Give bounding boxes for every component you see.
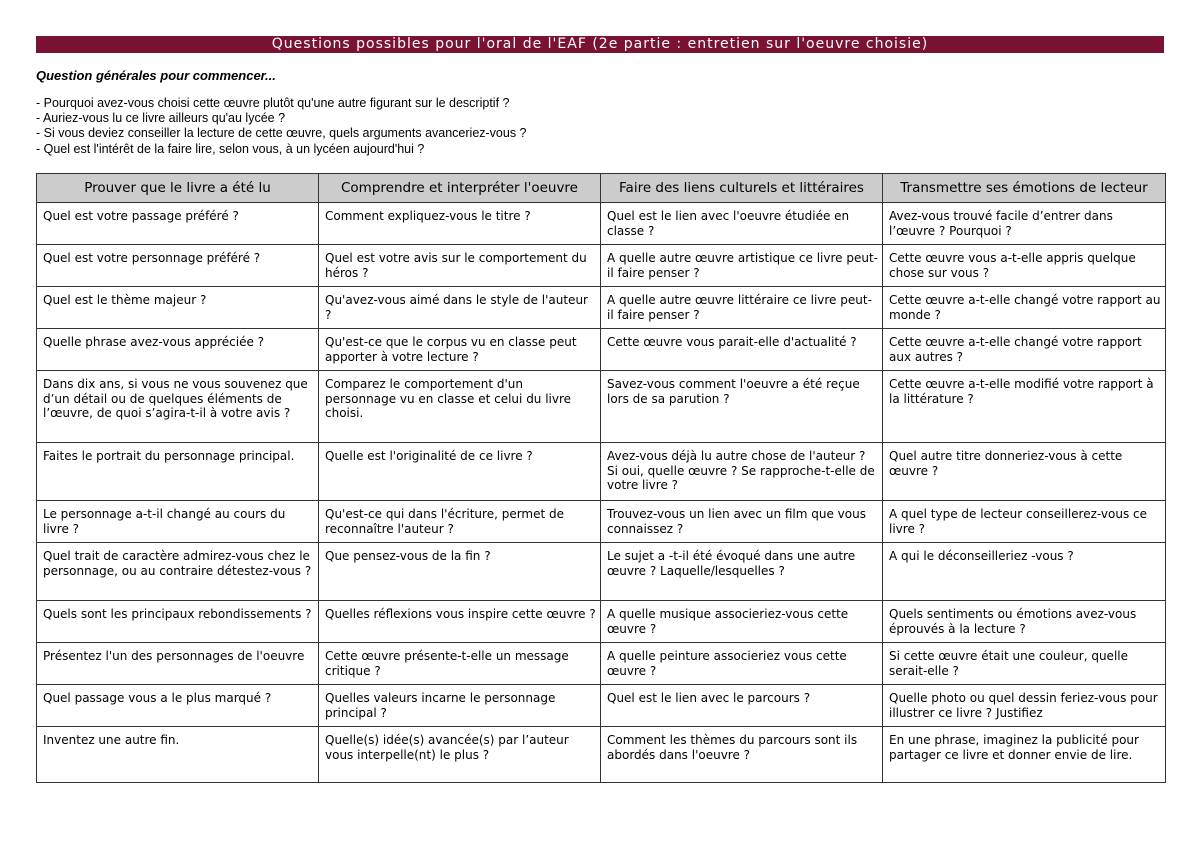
table-header-row [37, 174, 1166, 203]
table-cell: A qui le déconseilleriez -vous ? [883, 543, 1166, 601]
table-row [37, 203, 1166, 245]
table-row [37, 727, 1166, 783]
column-header-prouver: Prouver que le livre a été lu [37, 174, 319, 203]
table-cell: Quels sont les principaux rebondissements ? [37, 601, 319, 643]
intro-question-list [36, 96, 527, 157]
table-cell: Inventez une autre fin. [37, 727, 319, 783]
column-header-liens: Faire des liens culturels et littéraires [601, 174, 883, 203]
document-title: Questions possibles pour l'oral de l'EAF (2e partie : entretien sur l'oeuvre choisie) [36, 36, 1164, 53]
table-cell: Quelles réflexions vous inspire cette œuvre ? [319, 601, 601, 643]
intro-question: - Auriez-vous lu ce livre ailleurs qu'au lycée ? [36, 111, 286, 126]
table-cell: Quel est votre avis sur le comportement du héros ? [319, 245, 601, 287]
table-cell: Quel passage vous a le plus marqué ? [37, 685, 319, 727]
table-cell: Faites le portrait du personnage principal. [37, 443, 319, 501]
table-cell: Quel autre titre donneriez-vous à cette œuvre ? [883, 443, 1166, 501]
table-cell: Quel trait de caractère admirez-vous chez le personnage, ou au contraire détestez-vous ? [37, 543, 319, 601]
intro-question: - Si vous deviez conseiller la lecture de cette œuvre, quels arguments avanceriez-vous ? [36, 126, 527, 141]
table-cell: Dans dix ans, si vous ne vous souvenez que d’un détail ou de quelques éléments de l’œuvre, de quoi s’agira-t-il à votre avis ? [37, 371, 319, 443]
table-row [37, 287, 1166, 329]
table-cell: Cette œuvre a-t-elle changé votre rapport au monde ? [883, 287, 1166, 329]
table-cell: Quelle photo ou quel dessin feriez-vous pour illustrer ce livre ? Justifiez [883, 685, 1166, 727]
column-header-emotions: Transmettre ses émotions de lecteur [883, 174, 1166, 203]
table-cell: Quelle phrase avez-vous appréciée ? [37, 329, 319, 371]
table-cell: Que pensez-vous de la fin ? [319, 543, 601, 601]
table-cell: Avez-vous déjà lu autre chose de l'auteur ? Si oui, quelle œuvre ? Se rapproche-t-elle de votre livre ? [601, 443, 883, 501]
table-cell: Quel est le lien avec l'oeuvre étudiée en classe ? [601, 203, 883, 245]
table-cell: A quelle autre œuvre artistique ce livre peut-il faire penser ? [601, 245, 883, 287]
table-cell: Cette œuvre a-t-elle changé votre rapport aux autres ? [883, 329, 1166, 371]
table-cell: Quelles valeurs incarne le personnage principal ? [319, 685, 601, 727]
table-cell: Le sujet a -t-il été évoqué dans une autre œuvre ? Laquelle/lesquelles ? [601, 543, 883, 601]
table-row [37, 501, 1166, 543]
table-cell: Comment expliquez-vous le titre ? [319, 203, 601, 245]
table-cell: Avez-vous trouvé facile d’entrer dans l’œuvre ? Pourquoi ? [883, 203, 1166, 245]
table-cell: Comparez le comportement d'un personnage vu en classe et celui du livre choisi. [319, 371, 601, 443]
table-cell: Quelle est l'originalité de ce livre ? [319, 443, 601, 501]
table-cell: En une phrase, imaginez la publicité pour partager ce livre et donner envie de lire. [883, 727, 1166, 783]
table-cell: A quel type de lecteur conseillerez-vous ce livre ? [883, 501, 1166, 543]
table-cell: Cette œuvre vous parait-elle d'actualité ? [601, 329, 883, 371]
table-cell: Présentez l'un des personnages de l'oeuvre [37, 643, 319, 685]
table-cell: Quelle(s) idée(s) avancée(s) par l’auteur vous interpelle(nt) le plus ? [319, 727, 601, 783]
table-cell: Qu'avez-vous aimé dans le style de l'auteur ? [319, 287, 601, 329]
table-cell: Cette œuvre a-t-elle modifié votre rapport à la littérature ? [883, 371, 1166, 443]
table-cell: Quel est votre passage préféré ? [37, 203, 319, 245]
table-cell: A quelle musique associeriez-vous cette œuvre ? [601, 601, 883, 643]
table-cell: Cette œuvre vous a-t-elle appris quelque chose sur vous ? [883, 245, 1166, 287]
table-cell: Cette œuvre présente-t-elle un message critique ? [319, 643, 601, 685]
table-cell: Quel est le thème majeur ? [37, 287, 319, 329]
table-cell: A quelle autre œuvre littéraire ce livre peut-il faire penser ? [601, 287, 883, 329]
table-row [37, 685, 1166, 727]
intro-question: - Pourquoi avez-vous choisi cette œuvre plutôt qu'une autre figurant sur le descriptif ? [36, 96, 510, 110]
table-cell: Si cette œuvre était une couleur, quelle serait-elle ? [883, 643, 1166, 685]
table-cell: Trouvez-vous un lien avec un film que vous connaissez ? [601, 501, 883, 543]
table-cell: Quel est votre personnage préféré ? [37, 245, 319, 287]
table-cell: Qu'est-ce que le corpus vu en classe peut apporter à votre lecture ? [319, 329, 601, 371]
table-cell: Quels sentiments ou émotions avez-vous éprouvés à la lecture ? [883, 601, 1166, 643]
table-row [37, 643, 1166, 685]
table-cell: Comment les thèmes du parcours sont ils abordés dans l'oeuvre ? [601, 727, 883, 783]
table-cell: Qu'est-ce qui dans l'écriture, permet de reconnaître l'auteur ? [319, 501, 601, 543]
table-row [37, 329, 1166, 371]
questions-table [36, 173, 1166, 783]
table-cell: Le personnage a-t-il changé au cours du livre ? [37, 501, 319, 543]
table-row [37, 443, 1166, 501]
column-header-comprendre: Comprendre et interpréter l'oeuvre [319, 174, 601, 203]
table-cell: A quelle peinture associeriez vous cette œuvre ? [601, 643, 883, 685]
table-row [37, 245, 1166, 287]
table-row [37, 371, 1166, 443]
table-cell: Quel est le lien avec le parcours ? [601, 685, 883, 727]
section-subtitle: Question générales pour commencer... [36, 68, 276, 83]
intro-question: - Quel est l'intérêt de la faire lire, selon vous, à un lycéen aujourd'hui ? [36, 141, 425, 156]
table-row [37, 601, 1166, 643]
table-cell: Savez-vous comment l'oeuvre a été reçue lors de sa parution ? [601, 371, 883, 443]
table-row [37, 543, 1166, 601]
